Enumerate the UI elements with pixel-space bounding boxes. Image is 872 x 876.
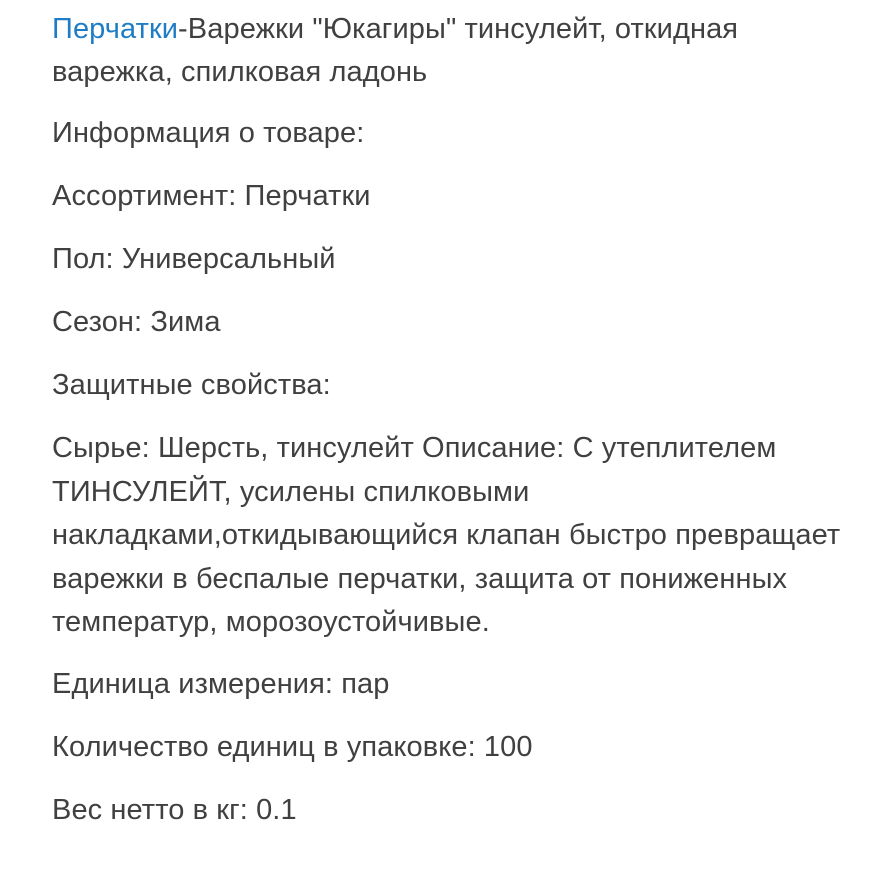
product-info [52,8,852,852]
protective-properties-line: Защитные свойства: [52,369,331,401]
product-title-text: -Варежки "Юкагиры" тинсулейт, откидная варежка, спилковая ладонь [52,13,739,88]
gender-line: Пол: Универсальный [52,243,336,275]
pack-quantity-line: Количество единиц в упаковке: 100 [52,730,533,763]
category-link[interactable]: Перчатки [52,13,179,45]
net-weight-line: Вес нетто в кг: 0.1 [52,793,297,826]
unit-line: Единица измерения: пар [52,667,390,700]
info-heading: Информация о товаре: [52,117,365,149]
season-line: Сезон: Зима [52,306,221,338]
material-description: Сырье: Шерсть, тинсулейт Описание: С утеплителем ТИНСУЛЕЙТ, усилены спилковыми накладками,откидывающийся клапан быстро превращает варежки в беспалые перчатки, защита от пониженных температур, морозоустойчивые. [52,432,841,638]
product-title [52,8,852,94]
assortment-line: Ассортимент: Перчатки [52,180,371,212]
